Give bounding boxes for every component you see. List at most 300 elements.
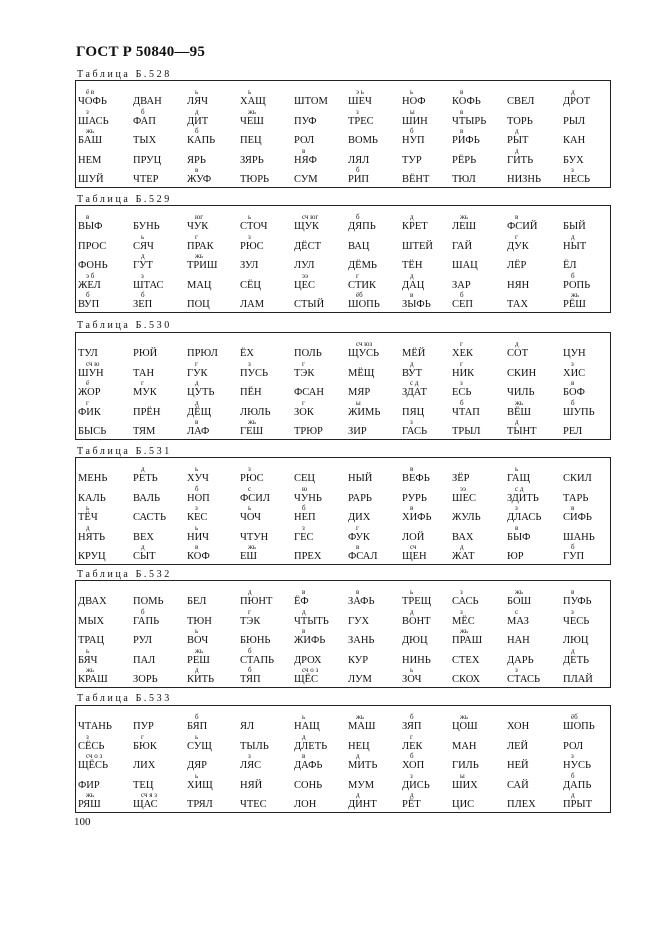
table-word: ЗЕП [133,299,153,310]
table-word: ДРОТ [563,96,591,107]
word-variant-mark: з [515,666,518,674]
table-word: ЛЁР [507,260,527,271]
word-variant-mark: з [302,523,305,532]
table-word: ХУЧ [187,473,209,484]
word-variant-mark: б [141,291,145,299]
word-variant-mark: б [356,213,360,221]
table-word: ТАН [133,367,155,379]
word-variant-mark: г [86,398,89,407]
word-variant-mark: ь [248,213,252,221]
word-variant-mark: ёб [356,291,363,299]
table-word: ПЯЦ [402,406,425,418]
table-word: ЛАФ [187,426,210,437]
table-word: ЗОЧ [402,674,422,685]
word-variant-mark: д [195,107,199,116]
table-word: НИЧ [187,531,209,543]
table-word: ТРАЦ [78,635,105,646]
word-variant-mark: сч юг [302,213,319,221]
word-variant-mark: в [356,588,360,596]
table-word: ЛОН [294,799,317,810]
table-word: ДЯР [187,760,208,771]
table-word: ХОН [507,721,530,732]
table-word: РЁТ [402,799,421,810]
table-word: КИТЬ [187,674,215,685]
table-word: ЦУТЬ [187,387,215,398]
table-word: ЛОЙ [402,531,425,543]
word-variant-mark: б [141,607,145,616]
table-word: ГЕС [294,531,314,543]
table-word: ГАСЬ [402,426,428,437]
table-word: ТРЕЩ [402,596,432,607]
word-variant-mark: в [86,213,90,221]
table-word: ЛАМ [240,299,265,310]
word-variant-mark: д [141,465,145,473]
word-variant-mark: д [571,646,575,655]
word-variant-mark: сч о з [86,752,103,760]
table-word: ПАЛ [133,654,156,666]
word-variant-mark: д [195,398,199,407]
word-variant-mark: э ь [356,88,364,96]
table-word: НЫТ [563,240,587,252]
table-word: ГУХ [348,615,370,627]
table-word: НОФ [402,96,426,107]
word-variant-mark: г [460,340,463,348]
table-word: СКИН [507,367,537,379]
table-word: ГАЩ [507,473,531,484]
table-word: РЮС [240,473,264,484]
word-variant-mark: д [302,607,306,616]
table-word: БЫСЬ [78,426,107,437]
table-word: ЛИХ [133,760,156,771]
table-word: ГУК [187,367,208,379]
table-word: ВЁНТ [402,174,430,185]
word-variant-mark: д [141,252,145,260]
word-variant-mark: в [460,88,464,96]
table-word: ЛЕШ [452,221,477,232]
table-word: ХЕК [452,348,473,359]
word-variant-mark: ь [515,465,519,473]
table-word: РЫЛ [563,115,586,127]
word-variant-mark: г [302,359,305,368]
table-word: ПРЮЛ [187,348,218,359]
table-word: БАШ [78,135,103,146]
table-word: ПЛАЙ [563,674,593,685]
table-word: ЖЕЛ [78,279,101,291]
word-variant-mark: д [515,418,519,426]
table-word: ТЫХ [133,135,157,146]
table-word: ЁХ [240,348,254,359]
word-variant-mark: в [410,504,414,512]
word-variant-mark: ээ [460,484,467,493]
word-variant-mark: д [515,146,519,155]
word-variant-mark: ь [195,523,199,532]
table-word: ДАПЬ [563,779,592,791]
table-word: МУК [133,387,157,398]
table-word: КОФЬ [452,96,481,107]
table-word: ФСИЛ [240,492,271,504]
word-variant-mark: в [302,752,306,760]
table-word: ВАХ [452,531,474,543]
table-word: ТЫЛЬ [240,740,269,752]
table-word: ЩУСЬ [348,348,380,359]
table-word: ЧТЫТЬ [294,615,329,627]
word-variant-mark: ы [356,398,361,407]
word-variant-mark: в [302,588,306,596]
table-word: ПОЛЬ [294,348,322,359]
word-variant-mark: д [195,379,199,387]
word-variant-mark: ё [86,379,90,387]
table-word: ГУП [563,551,585,562]
word-variant-mark: ь [410,666,414,674]
table-word: ЧИЛЬ [507,387,535,398]
table-word: ПРЕХ [294,551,322,562]
table-word: СВЕЛ [507,96,535,107]
word-variant-mark: з [195,504,198,512]
word-variant-mark: г [248,607,251,616]
word-variant-mark: э б [86,271,95,280]
word-variant-mark: в [515,213,519,221]
word-variant-mark: сч юз [356,340,373,348]
table-word: РЕТЬ [133,473,158,484]
table-word: ШАЦ [452,260,478,271]
word-variant-mark: ээ [302,271,309,280]
word-variant-mark: б [571,271,575,280]
table-word: НЕЦ [348,740,370,752]
table-word: НЕСЬ [563,174,591,185]
word-variant-mark: д [515,340,519,348]
table-word: РИФЬ [452,135,480,146]
table-word: КОФ [187,551,210,562]
table-word: ФАП [133,115,156,127]
table-word: РУРЬ [402,492,427,504]
table-word: ВОНТ [402,615,431,627]
table-word: СИФЬ [563,512,592,523]
table-word: ЗОК [294,406,314,418]
word-variant-mark: з [571,607,574,616]
word-variant-mark: з [460,588,463,596]
table-caption: Таблица Б.531 [77,446,172,457]
table-word: СЫТ [133,551,156,562]
table-word: ТРЯЛ [187,799,213,810]
table-word: МУМ [348,779,375,791]
word-variant-mark: жь [248,107,257,116]
table-word: ЗУЛ [240,260,259,271]
table-word: ЦЕС [294,279,315,291]
word-variant-mark: з [248,465,251,473]
table-word: ЛЕЙ [507,740,529,752]
table-word: МИТЬ [348,760,378,771]
word-variant-mark: ь [302,713,306,721]
table-word: РЮС [240,240,264,252]
word-variant-mark: д [302,732,306,741]
table-word: САСТЬ [133,512,166,523]
word-variant-mark: г [302,398,305,407]
table-word: ДЮЦ [402,635,428,646]
word-variant-mark: ы [410,107,415,116]
table-word: ЧТЕС [240,799,267,810]
table-word: ЁЛ [563,260,577,271]
table-word: ШОПЬ [348,299,380,310]
word-variant-mark: ё в [86,88,95,96]
table-word: ДАРЬ [507,654,534,666]
table-word: ЗЯП [402,721,422,732]
word-variant-mark: сч о з [302,666,319,674]
table-word: ПРЁН [133,406,161,418]
word-variant-mark: д [571,232,575,241]
word-variant-mark: з [248,359,251,368]
word-variant-mark: с д [515,484,524,493]
table-word: ЧУНЬ [294,492,322,504]
word-variant-mark: б [571,398,575,407]
table-word: ПРАК [187,240,214,252]
word-variant-mark: сч я з [141,791,157,799]
table-word: ШИХ [452,779,478,791]
table-word: ЧУК [187,221,209,232]
table-word: ЧТЫРЬ [452,115,487,127]
table-word: НАЩ [294,721,320,732]
table-word: ШАСЬ [78,115,109,127]
word-variant-mark: жь [571,291,580,299]
table-word: ПЕЦ [240,135,262,146]
table-word: САЙ [507,779,529,791]
page-number: 100 [74,816,91,828]
table-word: МЯР [348,387,371,398]
table-word: ЛУМ [348,674,372,685]
table-word: ГАЙ [452,240,473,252]
table-word: ПРЫТ [563,799,592,810]
table-word: НЕП [294,512,316,523]
table-word: ВАЦ [348,240,370,252]
table-word: ШАНЬ [563,531,595,543]
table-word: ПОЦ [187,299,210,310]
table-caption: Таблица Б.530 [77,320,172,331]
word-variant-mark: г [460,359,463,368]
table-word: ДАФЬ [294,760,323,771]
word-variant-mark: д [410,271,414,280]
table-word: КЕС [187,512,208,523]
table-word: ТЯП [240,674,261,685]
table-word: ЧЕСЬ [563,615,590,627]
table-word: ДВАХ [78,596,107,607]
word-variant-mark: д [571,791,575,799]
word-variant-mark: д [410,359,414,368]
word-variant-mark: б [410,713,414,721]
table-word: ЗДАТ [402,387,427,398]
table-word: ТУЛ [78,348,98,359]
table-word: ГЕШ [240,426,264,437]
word-variant-mark: б [195,713,199,721]
word-variant-mark: в [460,127,464,135]
table-word: СКОХ [452,674,481,685]
word-variant-mark: жь [86,666,95,674]
word-variant-mark: з [410,771,413,780]
table-word: ВУТ [402,367,423,379]
table-word: ДЛАСЬ [507,512,542,523]
table-word: ЕШ [240,551,258,562]
table-word: СТОЧ [240,221,268,232]
word-variant-mark: д [356,791,360,799]
table-word: КУР [348,654,369,666]
table-word: ЧТАНЬ [78,721,112,732]
word-variant-mark: жь [86,791,95,799]
word-variant-mark: с [248,484,252,493]
table-word: ДИНТ [348,799,377,810]
table-word: ВАЛЬ [133,492,161,504]
word-variant-mark: жь [248,543,257,551]
word-variant-mark: г [195,232,198,241]
table-word: КАН [563,135,586,146]
table-word: ЩЁС [294,674,319,685]
table-word: ДЛЕТЬ [294,740,328,752]
table-word: МЁЩ [348,367,375,379]
word-variant-mark: д [86,523,90,532]
table-word: МАЗ [507,615,529,627]
word-variant-mark: ёб [571,713,578,721]
table-word: БЫЙ [563,221,586,232]
table-word: ЖИМЬ [348,406,381,418]
table-word: ФУК [348,531,370,543]
word-variant-mark: д [141,543,145,551]
word-variant-mark: б [460,398,464,407]
table-word: РУЛ [133,635,152,646]
word-variant-mark: д [515,127,519,135]
word-variant-mark: г [356,523,359,532]
table-word: ТЮН [187,615,212,627]
table-word: ДЁЩ [187,406,212,418]
table-word: ЧТАП [452,406,480,418]
table-word: НУСЬ [563,760,592,771]
word-variant-mark: ь [86,504,90,512]
table-word: БЮНЬ [240,635,271,646]
table-word: ПРОС [78,240,107,252]
table-word: СКИЛ [563,473,592,484]
table-word: ТАХ [507,299,529,310]
word-variant-mark: б [410,752,414,760]
table-word: ДУК [507,240,529,252]
table-word: НЕМ [78,154,102,166]
table-word: НУП [402,135,425,146]
table-word: СЁСЬ [78,740,105,752]
word-variant-mark: б [460,291,464,299]
table-word: ПЁН [240,387,262,398]
table-word: БЯП [187,721,208,732]
word-variant-mark: ь [86,646,90,655]
table-word: ДЁСТ [294,240,321,252]
table-word: ДЁМЬ [348,260,377,271]
word-variant-mark: в [571,588,575,596]
table-word: РЁРЬ [452,154,477,166]
table-word: ТРИШ [187,260,218,271]
table-word: ТРЕС [348,115,374,127]
table-word: ЦИС [452,799,475,810]
table-word: ЩУК [294,221,320,232]
word-variant-mark: б [86,291,90,299]
word-variant-mark: с д [410,379,419,387]
table-word: ШОПЬ [563,721,595,732]
table-word: НИНЬ [402,654,431,666]
word-variant-mark: д [356,752,360,760]
table-word: СТЕХ [452,654,480,666]
table-word: ГАПЬ [133,615,160,627]
word-variant-mark: ь [248,88,252,96]
table-word: ЧОЧ [240,512,261,523]
table-word: ЛЕК [402,740,423,752]
table-word: МАЦ [187,279,212,291]
table-word: РАРЬ [348,492,372,504]
table-word: ЕСЬ [452,387,472,398]
table-word: КРАШ [78,674,108,685]
word-variant-mark: з [571,359,574,368]
table-word: ХИС [563,367,586,379]
table-word: ГИТЬ [507,154,534,166]
word-variant-mark: б [302,504,306,512]
table-word: СТАСЬ [507,674,540,685]
table-word: РЕШ [187,654,210,666]
document-title: ГОСТ Р 50840—95 [76,44,206,60]
table-word: РЯШ [78,799,101,810]
table-word: ЗАНЬ [348,635,375,646]
table-word: БУНЬ [133,221,160,232]
word-variant-mark: в [302,627,306,635]
table-word: СТАПЬ [240,654,275,666]
table-word: ТАРЬ [563,492,589,504]
word-variant-mark: ь [195,88,199,96]
table-word: НЯТЬ [78,531,106,543]
table-word: ЗОРЬ [133,674,158,685]
table-word: НОП [187,492,210,504]
word-variant-mark: з [248,232,251,241]
table-word: ХИФЬ [402,512,432,523]
table-word: ШТОМ [294,96,328,107]
word-variant-mark: ь [195,465,199,473]
table-word: НИЗНЬ [507,174,542,185]
word-variant-mark: б [356,166,360,174]
table-word: РОЛ [294,135,315,146]
table-word: БЕЛ [187,596,207,607]
table-word: ДЕТЬ [563,654,590,666]
word-variant-mark: жь [460,213,469,221]
table-word: РЕЛ [563,426,583,437]
table-word: ЖУФ [187,174,212,185]
table-word: СТЫЙ [294,299,325,310]
table-word: ШУПЬ [563,406,595,418]
table-word: СУМ [294,174,318,185]
word-variant-mark: ь [195,771,199,780]
table-word: ДАЦ [402,279,425,291]
table-word: ТЫНТ [507,426,537,437]
table-word: САСЬ [452,596,479,607]
table-word: ЁФ [294,596,309,607]
table-word: МЫХ [78,615,105,627]
table-word: ФИК [78,406,101,418]
table-word: ХОП [402,760,425,771]
word-variant-mark: юг [195,213,204,221]
table-word: ТЁЧ [78,512,98,523]
table-word: ЖОР [78,387,101,398]
table-word: ПРУЦ [133,154,162,166]
table-word: ТЯМ [133,426,156,437]
word-variant-mark: с [515,607,519,616]
word-variant-mark: б [248,646,252,655]
word-variant-mark: жь [195,252,204,260]
table-word: КРУЦ [78,551,106,562]
word-variant-mark: б [141,107,145,116]
table-word: ВОМЬ [348,135,378,146]
table-word: НИК [452,367,475,379]
table-word: РОПЬ [563,279,591,291]
word-variant-mark: в [195,418,199,426]
word-variant-mark: з [460,379,463,387]
